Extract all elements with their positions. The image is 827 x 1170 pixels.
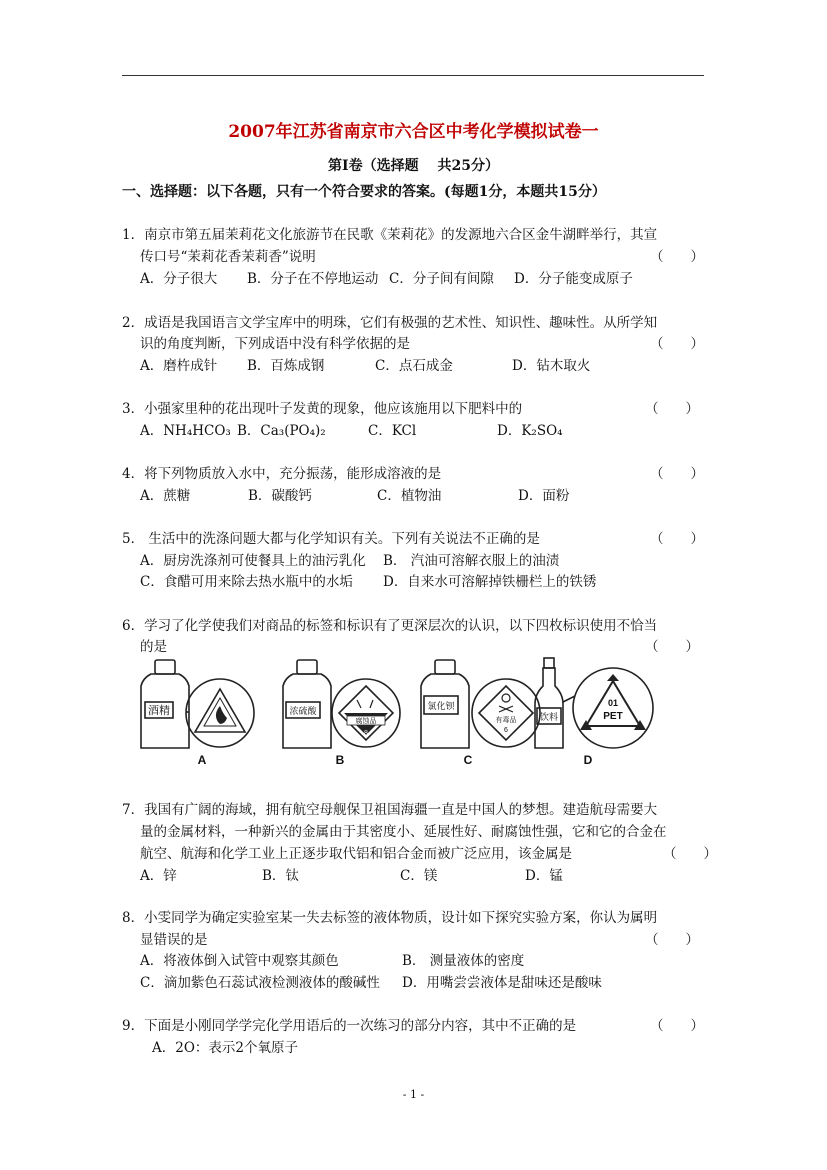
q7-line1: 7．我国有广阔的海域，拥有航空母舰保卫祖国海疆一直是中国人的梦想。建造航母需要大 xyxy=(122,802,658,818)
q8-option-b: B． 测量液体的密度 xyxy=(402,953,525,969)
q2-line2: 识的角度判断，下列成语中没有科学依据的是 xyxy=(140,336,410,352)
q4-option-c: C．植物油 xyxy=(377,488,442,504)
bottle-label-a: 酒精 xyxy=(148,705,170,717)
bottle-label-c: 氯化钡 xyxy=(427,701,455,711)
q2-option-d: D．钻木取火 xyxy=(512,358,591,374)
q5-option-a: A．厨房洗涤剂可使餐具上的油污乳化 xyxy=(140,553,366,569)
q7-option-b: B．钛 xyxy=(262,868,299,884)
q8-option-c: C．滴加紫色石蕊试液检测液体的酸碱性 xyxy=(140,975,380,991)
q6-line2: 的是 xyxy=(140,639,167,655)
q7-line3: 航空、航海和化学工业上正逐步取代铝和铝合金而被广泛应用，该金属是 xyxy=(140,846,572,862)
q4-option-b: B．碳酸钙 xyxy=(248,488,312,504)
q5-answer-paren: （ ） xyxy=(650,531,704,547)
q5-line1: 5． 生活中的洗涤问题大都与化学知识有关。下列有关说法不正确的是 xyxy=(122,531,540,547)
page-title: 2007年江苏省南京市六合区中考化学模拟试卷一 xyxy=(228,122,599,142)
q8-line1: 8．小雯同学为确定实验室某一失去标签的液体物质，设计如下探究实验方案，你认为属明 xyxy=(122,910,658,926)
q7-option-c: C．镁 xyxy=(400,868,438,884)
q1-option-b: B．分子在不停地运动 xyxy=(247,271,379,287)
q1-option-d: D．分子能变成原子 xyxy=(514,271,633,287)
bottle-b xyxy=(283,660,331,748)
q6-line1: 6．学习了化学使我们对商品的标签和标识有了更深层次的认识，以下四枚标识使用不恰当 xyxy=(122,618,658,634)
q4-option-a: A．蔗糖 xyxy=(140,488,191,504)
q2-answer-paren: （ ） xyxy=(650,336,704,352)
toxic-sign xyxy=(472,679,540,747)
figure-label-a: A xyxy=(197,753,207,767)
sign-b-text: 腐蚀品 xyxy=(355,718,377,725)
q7-option-a: A．锌 xyxy=(140,868,177,884)
bottle-label-b: 浓硫酸 xyxy=(289,706,317,716)
sign-d-code: 01 xyxy=(607,698,619,708)
q3-option-a: A．NH₄HCO₃ xyxy=(140,423,231,439)
q8-option-a: A．将液体倒入试管中观察其颜色 xyxy=(140,953,339,969)
q1-line1: 1．南京市第五届茉莉花文化旅游节在民歌《茉莉花》的发源地六合区金牛湖畔举行，其宣 xyxy=(122,227,658,243)
bottle-a xyxy=(141,660,189,748)
q1-option-a: A．分子很大 xyxy=(140,271,218,287)
q2-option-b: B．百炼成钢 xyxy=(247,358,325,374)
q1-option-c: C．分子间有间隙 xyxy=(389,271,494,287)
q7-line2: 量的金属材料，一种新兴的金属由于其密度小、延展性好、耐腐蚀性强，它和它的合金在 xyxy=(140,824,667,840)
bottle-label-d: 饮料 xyxy=(539,712,559,722)
q1-answer-paren: （ ） xyxy=(650,249,704,265)
recycle-pet-sign xyxy=(573,668,653,748)
q2-line1: 2．成语是我国语言文学宝库中的明珠，它们有极强的艺术性、知识性、趣味性。从所学知 xyxy=(122,315,658,331)
sign-b-class: 8 xyxy=(364,730,368,737)
flammable-sign xyxy=(186,679,254,747)
q9-answer-paren: （ ） xyxy=(650,1018,704,1034)
figure-label-c: C xyxy=(463,753,473,767)
q7-option-d: D．锰 xyxy=(525,868,563,884)
header-rule xyxy=(122,75,704,76)
figure-label-d: D xyxy=(583,753,593,767)
q3-line1: 3．小强家里种的花出现叶子发黄的现象，他应该施用以下肥料中的 xyxy=(122,401,523,417)
q8-line2: 显错误的是 xyxy=(140,932,208,948)
q1-line2: 传口号“茉莉花香茉莉香”说明 xyxy=(140,249,316,265)
sign-d-pet: PET xyxy=(603,711,623,722)
q5-option-d: D．自来水可溶解掉铁栅栏上的铁锈 xyxy=(383,574,597,590)
page-number: - 1 - xyxy=(402,1088,425,1101)
q4-answer-paren: （ ） xyxy=(650,466,704,482)
q7-answer-paren: （ ） xyxy=(663,846,717,862)
q6-answer-paren: （ ） xyxy=(645,639,699,655)
q9-line1: 9．下面是小刚同学学完化学用语后的一次练习的部分内容，其中不正确的是 xyxy=(122,1018,577,1034)
q3-answer-paren: （ ） xyxy=(645,401,699,417)
q3-option-c: C．KCl xyxy=(368,423,417,439)
figure-label-b: B xyxy=(335,753,345,767)
q5-option-c: C．食醋可用来除去热水瓶中的水垢 xyxy=(140,574,353,590)
part-title: 第Ⅰ卷（选择题 共25分） xyxy=(328,158,499,174)
product-labels-figure xyxy=(137,656,697,768)
q3-option-d: D．K₂SO₄ xyxy=(497,423,563,439)
q8-option-d: D．用嘴尝尝液体是甜味还是酸味 xyxy=(402,975,602,991)
q4-option-d: D．面粉 xyxy=(518,488,570,504)
q2-option-c: C．点石成金 xyxy=(375,358,453,374)
q4-line1: 4．将下列物质放入水中，充分振荡，能形成溶液的是 xyxy=(122,466,442,482)
sign-c-class: 6 xyxy=(504,727,508,734)
sign-c-text: 有毒品 xyxy=(495,717,517,724)
q5-option-b: B． 汽油可溶解衣服上的油渍 xyxy=(383,553,560,569)
q9-option-a: A．2O：表示2个氧原子 xyxy=(152,1040,298,1056)
q2-option-a: A．磨杵成针 xyxy=(140,358,218,374)
section-heading: 一、选择题：以下各题，只有一个符合要求的答案。(每题1分，本题共15分） xyxy=(122,184,606,200)
q3-option-b: B．Ca₃(PO₄)₂ xyxy=(237,423,326,439)
q8-answer-paren: （ ） xyxy=(645,932,699,948)
